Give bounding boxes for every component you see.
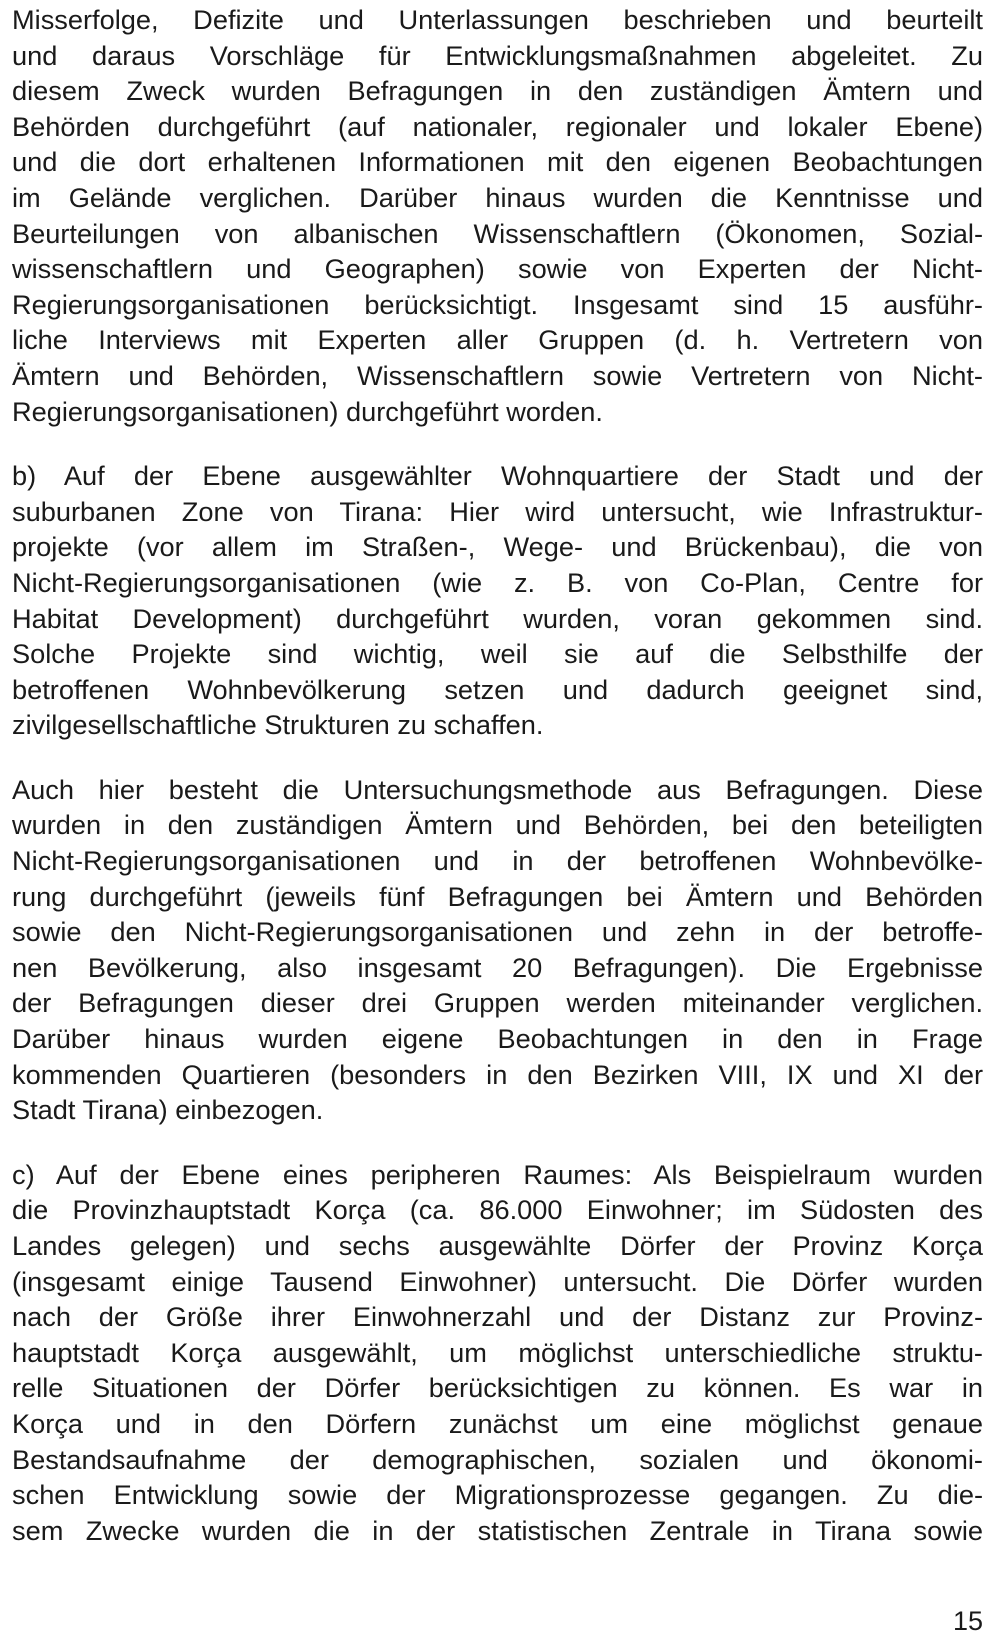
text-line: Ämtern und Behörden, Wissenschaftlern sowie Vertretern von Nicht- [12, 359, 983, 391]
text-line: liche Interviews mit Experten aller Gruppen (d. h. Vertretern von [12, 324, 983, 356]
text-line: wissenschaftlern und Geographen) sowie von Experten der Nicht- [12, 253, 983, 285]
text-line: Korça und in den Dörfern zunächst um eine möglichst genaue [12, 1407, 983, 1439]
text-line: diesem Zweck wurden Befragungen in den zuständigen Ämtern und [12, 75, 983, 107]
text-line: nach der Größe ihrer Einwohnerzahl und der Distanz zur Provinz- [12, 1301, 983, 1333]
text-line: relle Situationen der Dörfer berücksichtigen zu können. Es war in [12, 1372, 983, 1404]
text-line: Nicht-Regierungsorganisationen (wie z. B. von Co-Plan, Centre for [12, 566, 983, 598]
text-line: hauptstadt Korça ausgewählt, um möglichst unterschiedliche struktu- [12, 1336, 983, 1368]
text-line: und daraus Vorschläge für Entwicklungsmaßnahmen abgeleitet. Zu [12, 39, 983, 71]
text-line: Nicht-Regierungsorganisationen und in der betroffenen Wohnbevölke- [12, 845, 983, 877]
text-line: Solche Projekte sind wichtig, weil sie auf die Selbsthilfe der [12, 638, 983, 670]
paragraph-1 [12, 2, 983, 429]
text-line: Auch hier besteht die Untersuchungsmethode aus Befragungen. Diese [12, 773, 983, 805]
text-line: nen Bevölkerung, also insgesamt 20 Befragungen). Die Ergebnisse [12, 951, 983, 983]
text-line: b) Auf der Ebene ausgewählter Wohnquartiere der Stadt und der [12, 460, 983, 492]
paragraph-4 [12, 1157, 983, 1549]
text-line: c) Auf der Ebene eines peripheren Raumes: Als Beispielraum wurden [12, 1158, 983, 1190]
text-line: zivilgesellschaftliche Strukturen zu schaffen. [12, 709, 544, 741]
text-line: Stadt Tirana) einbezogen. [12, 1094, 324, 1126]
text-line: sem Zwecke wurden die in der statistischen Zentrale in Tirana sowie [12, 1514, 983, 1546]
paragraph-3 [12, 772, 983, 1128]
page-number: 15 [952, 1606, 983, 1636]
text-line: die Provinzhauptstadt Korça (ca. 86.000 Einwohner; im Südosten des [12, 1194, 983, 1226]
text-line: und die dort erhaltenen Informationen mit den eigenen Beobachtungen [12, 146, 983, 178]
text-line: Regierungsorganisationen) durchgeführt worden. [12, 395, 603, 427]
text-line: wurden in den zuständigen Ämtern und Behörden, bei den beteiligten [12, 809, 983, 841]
text-line: sowie den Nicht-Regierungsorganisationen und zehn in der betroffe- [12, 916, 983, 948]
text-line: im Gelände verglichen. Darüber hinaus wurden die Kenntnisse und [12, 181, 983, 213]
text-line: Landes gelegen) und sechs ausgewählte Dörfer der Provinz Korça [12, 1230, 983, 1261]
body-text [12, 2, 983, 1577]
text-line: Behörden durchgeführt (auf nationaler, regionaler und lokaler Ebene) [12, 110, 983, 142]
text-line: Habitat Development) durchgeführt wurden, voran gekommen sind. [12, 602, 983, 634]
paragraph-2 [12, 458, 983, 743]
text-line: Misserfolge, Defizite und Unterlassungen beschrieben und beurteilt [12, 4, 983, 35]
text-line: rung durchgeführt (jeweils fünf Befragungen bei Ämtern und Behörden [12, 880, 983, 912]
text-line: Regierungsorganisationen berücksichtigt. Insgesamt sind 15 ausführ- [12, 288, 983, 320]
text-line: der Befragungen dieser drei Gruppen werden miteinander verglichen. [12, 987, 983, 1019]
text-line: Beurteilungen von albanischen Wissenschaftlern (Ökonomen, Sozial- [12, 217, 983, 249]
text-line: suburbanen Zone von Tirana: Hier wird untersucht, wie Infrastruktur- [12, 495, 983, 527]
text-line: (insgesamt einige Tausend Einwohner) untersucht. Die Dörfer wurden [12, 1265, 983, 1297]
text-line: Bestandsaufnahme der demographischen, sozialen und ökonomi- [12, 1443, 983, 1475]
text-line: kommenden Quartieren (besonders in den Bezirken VIII, IX und XI der [12, 1058, 983, 1090]
text-line: Darüber hinaus wurden eigene Beobachtungen in den in Frage [12, 1023, 983, 1055]
text-line: schen Entwicklung sowie der Migrationsprozesse gegangen. Zu die- [12, 1479, 983, 1511]
text-line: projekte (vor allem im Straßen-, Wege- und Brückenbau), die von [12, 531, 983, 563]
text-line: betroffenen Wohnbevölkerung setzen und dadurch geeignet sind, [12, 673, 983, 705]
